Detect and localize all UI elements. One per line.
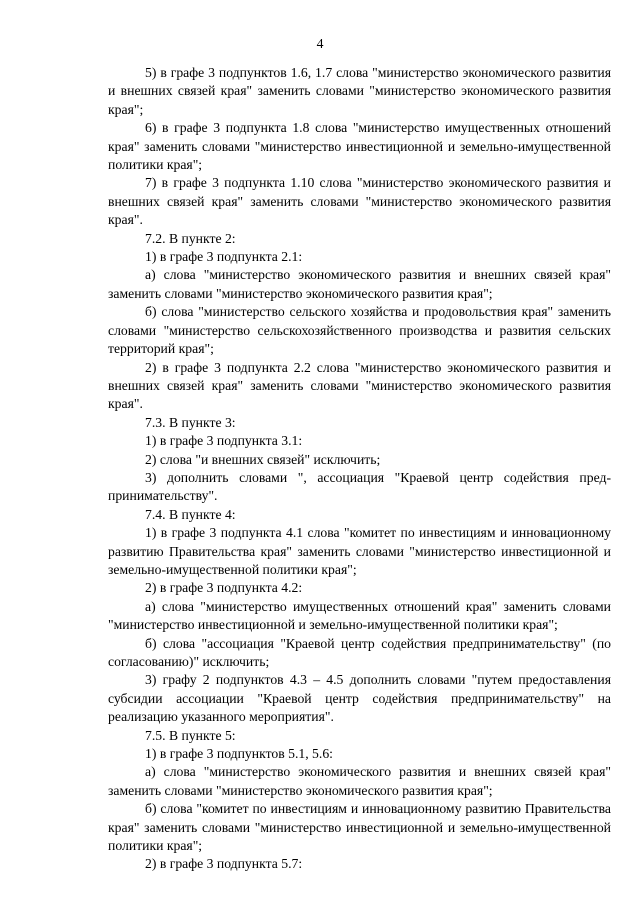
paragraph: 1) в графе 3 подпункта 4.1 слова "комитет по инвестициям и инновационному развитию Правительства края" заменить словами "министерство инвестиционной и земельно-имущественной политики края"; bbox=[108, 525, 611, 577]
paragraph: 2) в графе 3 подпункта 4.2: bbox=[145, 580, 303, 596]
document-body bbox=[108, 64, 611, 874]
paragraph: б) слова "ассоциация "Краевой центр содействия предпринимательству" (по согласованию)" исключить; bbox=[108, 635, 611, 669]
paragraph: 7.3. В пункте 3: bbox=[145, 414, 236, 430]
paragraph: а) слова "министерство экономического развития и внешних связей края" заменить словами "министерство экономического развития края"; bbox=[108, 764, 611, 798]
paragraph: 2) в графе 3 подпункта 2.2 слова "министерство экономического развития и внешних связей края" заменить словами "министерство экономического развития края". bbox=[108, 359, 611, 412]
page-number: 4 bbox=[316, 36, 324, 51]
paragraph: 7.5. В пункте 5: bbox=[145, 727, 236, 743]
paragraph: 3) графу 2 подпунктов 4.3 – 4.5 дополнить словами "путем предоставления субсидии ассоциации "Краевой центр содействия предпринимательству" на реализацию указанного мероприятия". bbox=[108, 672, 611, 725]
paragraph: 1) в графе 3 подпунктов 5.1, 5.6: bbox=[145, 746, 333, 762]
paragraph: 5) в графе 3 подпунктов 1.6, 1.7 слова "министерство экономического развития и внешних связей края" заменить словами "министерство экономического развития края"; bbox=[108, 65, 611, 117]
paragraph: 7.2. В пункте 2: bbox=[145, 230, 236, 246]
paragraph: б) слова "комитет по инвестициям и инновационному развитию Правительства края" заменить словами "министерство инвестиционной и земельно-имущественной политики края"; bbox=[108, 801, 611, 854]
paragraph: 7.4. В пункте 4: bbox=[145, 506, 236, 522]
paragraph: а) слова "министерство экономического развития и внешних связей края" заменить словами "министерство экономического развития края"; bbox=[108, 267, 611, 301]
paragraph: 7) в графе 3 подпункта 1.10 слова "министерство экономического развития и внешних связей края" заменить словами "министерство экономического развития края". bbox=[108, 175, 611, 228]
paragraph: 1) в графе 3 подпункта 2.1: bbox=[145, 249, 303, 265]
paragraph: б) слова "министерство сельского хозяйства и продовольствия края" заменить словами "министерство сельскохозяйственного производства и развития сельских территорий края"; bbox=[108, 304, 611, 357]
paragraph: 3) дополнить словами ", ассоциация "Краевой центр содействия предпринимательству". bbox=[108, 469, 611, 504]
paragraph: 6) в графе 3 подпункта 1.8 слова "министерство имущественных отношений края" заменить словами "министерство инвестиционной и земельно-имущественной политики края"; bbox=[108, 120, 611, 173]
paragraph: 2) в графе 3 подпункта 5.7: bbox=[145, 856, 303, 872]
paragraph: 2) слова "и внешних связей" исключить; bbox=[145, 451, 381, 467]
paragraph: а) слова "министерство имущественных отношений края" заменить словами "министерство инвестиционной и земельно-имущественной политики края"; bbox=[108, 598, 611, 633]
paragraph: 1) в графе 3 подпункта 3.1: bbox=[145, 433, 303, 449]
